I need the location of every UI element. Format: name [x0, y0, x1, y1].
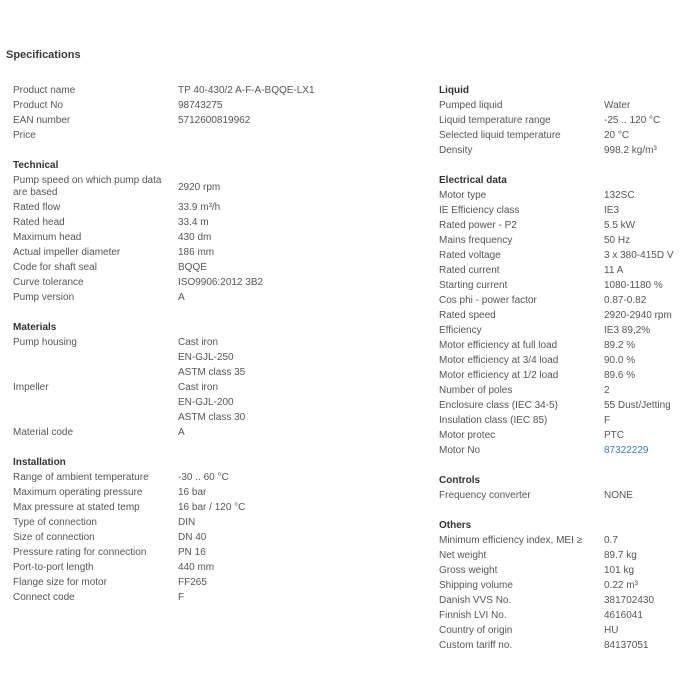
spec-value: 430 dm — [178, 232, 212, 243]
spec-value: FF265 — [178, 577, 207, 588]
spec-label: Connect code — [13, 592, 75, 603]
spec-row — [13, 365, 343, 380]
spec-value: 89.6 % — [604, 370, 636, 381]
spec-value: 50 Hz — [604, 235, 631, 246]
spec-label: Size of connection — [13, 532, 95, 543]
spec-row — [439, 548, 700, 563]
spec-value: 0.7 — [604, 535, 618, 546]
spec-value: 2 — [604, 385, 610, 396]
spec-label: Gross weight — [439, 565, 498, 576]
spec-row — [439, 368, 700, 383]
spec-row — [439, 398, 700, 413]
spec-row — [13, 290, 343, 305]
spec-label: Product name — [13, 85, 76, 96]
spec-row — [439, 623, 700, 638]
spec-value: 33.4 m — [178, 217, 209, 228]
spec-value: 4616041 — [604, 610, 643, 621]
spec-value: Water — [604, 100, 631, 111]
spec-value: Cast iron — [178, 337, 219, 348]
spec-row — [439, 308, 700, 323]
spec-value: 33.9 m³/h — [178, 202, 221, 213]
spec-row — [13, 245, 343, 260]
spec-row — [13, 174, 343, 200]
spec-label: Motor type — [439, 190, 487, 201]
spec-label: Curve tolerance — [13, 277, 84, 288]
spec-row — [13, 200, 343, 215]
spec-section-installation — [13, 455, 343, 605]
spec-value: ISO9906:2012 3B2 — [178, 277, 264, 288]
spec-row — [13, 275, 343, 290]
spec-row — [13, 380, 343, 395]
spec-label: Rated head — [13, 217, 65, 228]
spec-value: 1080-1180 % — [604, 280, 663, 291]
spec-section-materials — [13, 320, 343, 440]
spec-value: NONE — [604, 490, 633, 501]
spec-label: Density — [439, 145, 473, 156]
left-spec-column — [13, 83, 343, 620]
spec-row — [439, 638, 700, 653]
spec-row — [439, 98, 700, 113]
spec-value: 132SC — [604, 190, 635, 201]
spec-label: Motor efficiency at 3/4 load — [439, 355, 559, 366]
spec-label: EAN number — [13, 115, 71, 126]
spec-label: Selected liquid temperature — [439, 130, 561, 141]
spec-value: ASTM class 30 — [178, 412, 246, 423]
spec-value: PN 16 — [178, 547, 206, 558]
spec-label: Rated power - P2 — [439, 220, 517, 231]
spec-value: 98743275 — [178, 100, 223, 111]
spec-row — [439, 263, 700, 278]
spec-section-others — [439, 518, 700, 653]
spec-row — [439, 293, 700, 308]
spec-row — [13, 545, 343, 560]
spec-row — [439, 338, 700, 353]
spec-value: EN-GJL-200 — [178, 397, 234, 408]
spec-value: 3 x 380-415D V — [604, 250, 674, 261]
spec-label: Starting current — [439, 280, 508, 291]
spec-value: 16 bar — [178, 487, 207, 498]
spec-row — [439, 218, 700, 233]
spec-value: 0.87-0.82 — [604, 295, 647, 306]
spec-row — [13, 83, 343, 98]
spec-value: F — [178, 592, 185, 603]
spec-label: Maximum head — [13, 232, 82, 243]
spec-label: Rated flow — [13, 202, 61, 213]
spec-label: Enclosure class (IEC 34-5) — [439, 400, 558, 411]
spec-value: A — [178, 292, 185, 303]
spec-value: 16 bar / 120 °C — [178, 502, 246, 513]
spec-value: 5.5 kW — [604, 220, 636, 231]
spec-row — [439, 113, 700, 128]
spec-section-electrical-data — [439, 173, 700, 458]
spec-label: Liquid temperature range — [439, 115, 551, 126]
spec-label: Frequency converter — [439, 490, 531, 501]
spec-row — [13, 98, 343, 113]
spec-row — [439, 143, 700, 158]
spec-row — [439, 533, 700, 548]
spec-label: Shipping volume — [439, 580, 513, 591]
spec-value: 5712600819962 — [178, 115, 251, 126]
spec-row — [13, 590, 343, 605]
spec-label: Product No — [13, 100, 64, 111]
spec-value: 440 mm — [178, 562, 215, 573]
spec-value-link[interactable]: 87322229 — [604, 445, 649, 456]
spec-row — [439, 323, 700, 338]
spec-label: Efficiency — [439, 325, 482, 336]
spec-row — [439, 488, 700, 503]
spec-label: Actual impeller diameter — [13, 247, 121, 258]
section-heading: Materials — [13, 322, 57, 333]
spec-row — [439, 353, 700, 368]
spec-row — [439, 233, 700, 248]
spec-label: Insulation class (IEC 85) — [439, 415, 548, 426]
section-heading: Installation — [13, 457, 66, 468]
spec-value: DN 40 — [178, 532, 207, 543]
spec-row — [439, 413, 700, 428]
spec-label: Rated current — [439, 265, 500, 276]
spec-row — [13, 113, 343, 128]
spec-label: Port-to-port length — [13, 562, 94, 573]
spec-value: HU — [604, 625, 619, 636]
spec-label: Pumped liquid — [439, 100, 503, 111]
spec-label: Impeller — [13, 382, 49, 393]
spec-label: Rated speed — [439, 310, 496, 321]
spec-value: 101 kg — [604, 565, 635, 576]
spec-row — [439, 383, 700, 398]
spec-label: Cos phi - power factor — [439, 295, 537, 306]
spec-row — [13, 560, 343, 575]
spec-value: TP 40-430/2 A-F-A-BQQE-LX1 — [178, 85, 315, 96]
spec-row — [439, 593, 700, 608]
spec-row — [13, 395, 343, 410]
spec-value: 20 °C — [604, 130, 630, 141]
spec-row — [439, 428, 700, 443]
spec-section-technical — [13, 158, 343, 305]
spec-label: Pump housing — [13, 337, 77, 348]
section-heading: Others — [439, 520, 472, 531]
spec-row — [439, 443, 700, 458]
spec-row — [439, 188, 700, 203]
spec-label: Mains frequency — [439, 235, 513, 246]
section-heading: Controls — [439, 475, 481, 486]
spec-label: Finnish LVI No. — [439, 610, 507, 621]
spec-row — [439, 563, 700, 578]
spec-value: 89.2 % — [604, 340, 636, 351]
spec-row — [13, 230, 343, 245]
spec-value: 2920 rpm — [178, 181, 221, 193]
spec-row — [13, 470, 343, 485]
spec-row — [13, 425, 343, 440]
spec-value: 90.0 % — [604, 355, 636, 366]
spec-label: Material code — [13, 427, 74, 438]
spec-label: Code for shaft seal — [13, 262, 97, 273]
spec-section-general — [13, 83, 343, 143]
spec-label: Flange size for motor — [13, 577, 107, 588]
spec-row — [13, 260, 343, 275]
spec-label: Range of ambient temperature — [13, 472, 149, 483]
spec-label: Country of origin — [439, 625, 513, 636]
spec-value: PTC — [604, 430, 624, 441]
spec-value: BQQE — [178, 262, 207, 273]
spec-label: Danish VVS No. — [439, 595, 512, 606]
spec-value: Cast iron — [178, 382, 219, 393]
right-spec-column — [439, 83, 700, 668]
spec-label: Pump version — [13, 292, 75, 303]
spec-value: 11 A — [604, 265, 624, 276]
spec-label: Rated voltage — [439, 250, 501, 261]
spec-row — [13, 215, 343, 230]
spec-row — [13, 500, 343, 515]
spec-label: Number of poles — [439, 385, 513, 396]
spec-label: Motor efficiency at 1/2 load — [439, 370, 559, 381]
spec-row — [439, 578, 700, 593]
spec-label: Max pressure at stated temp — [13, 502, 140, 513]
spec-value: -30 .. 60 °C — [178, 472, 229, 483]
spec-value: 55 Dust/Jetting — [604, 400, 671, 411]
spec-value: ASTM class 35 — [178, 367, 246, 378]
section-heading: Liquid — [439, 85, 469, 96]
spec-label: Custom tariff no. — [439, 640, 513, 651]
spec-row — [13, 575, 343, 590]
spec-value: EN-GJL-250 — [178, 352, 234, 363]
spec-value: IE3 89,2% — [604, 325, 651, 336]
spec-label: Motor efficiency at full load — [439, 340, 558, 351]
spec-row — [439, 278, 700, 293]
spec-label: Pressure rating for connection — [13, 547, 147, 558]
spec-value: -25 .. 120 °C — [604, 115, 661, 126]
spec-label: Pump speed on which pump data are based — [13, 175, 162, 198]
spec-row — [13, 530, 343, 545]
spec-label: IE Efficiency class — [439, 205, 520, 216]
spec-value: 186 mm — [178, 247, 215, 258]
spec-row — [13, 485, 343, 500]
spec-value: 84137051 — [604, 640, 649, 651]
spec-value: 2920-2940 rpm — [604, 310, 672, 321]
spec-label: Minimum efficiency index, MEI ≥ — [439, 535, 583, 546]
spec-section-controls — [439, 473, 700, 503]
spec-value: DIN — [178, 517, 196, 528]
spec-value: 89.7 kg — [604, 550, 637, 561]
spec-label: Type of connection — [13, 517, 97, 528]
spec-label: Motor protec — [439, 430, 496, 441]
spec-label: Price — [13, 130, 36, 141]
spec-row — [13, 410, 343, 425]
spec-row — [439, 248, 700, 263]
page-title: Specifications — [6, 49, 81, 61]
spec-value: F — [604, 415, 611, 426]
spec-row — [439, 608, 700, 623]
spec-row — [13, 128, 343, 143]
spec-value: A — [178, 427, 185, 438]
spec-value: IE3 — [604, 205, 620, 216]
spec-section-liquid — [439, 83, 700, 158]
spec-value: 381702430 — [604, 595, 655, 606]
section-heading: Electrical data — [439, 175, 507, 186]
spec-label: Maximum operating pressure — [13, 487, 143, 498]
spec-value: 998.2 kg/m³ — [604, 145, 657, 156]
spec-value: 0.22 m³ — [604, 580, 638, 591]
section-heading: Technical — [13, 160, 59, 171]
spec-row — [13, 350, 343, 365]
spec-row — [439, 128, 700, 143]
spec-row — [439, 203, 700, 218]
spec-label: Net weight — [439, 550, 487, 561]
spec-row — [13, 515, 343, 530]
spec-label: Motor No — [439, 445, 481, 456]
spec-row — [13, 335, 343, 350]
